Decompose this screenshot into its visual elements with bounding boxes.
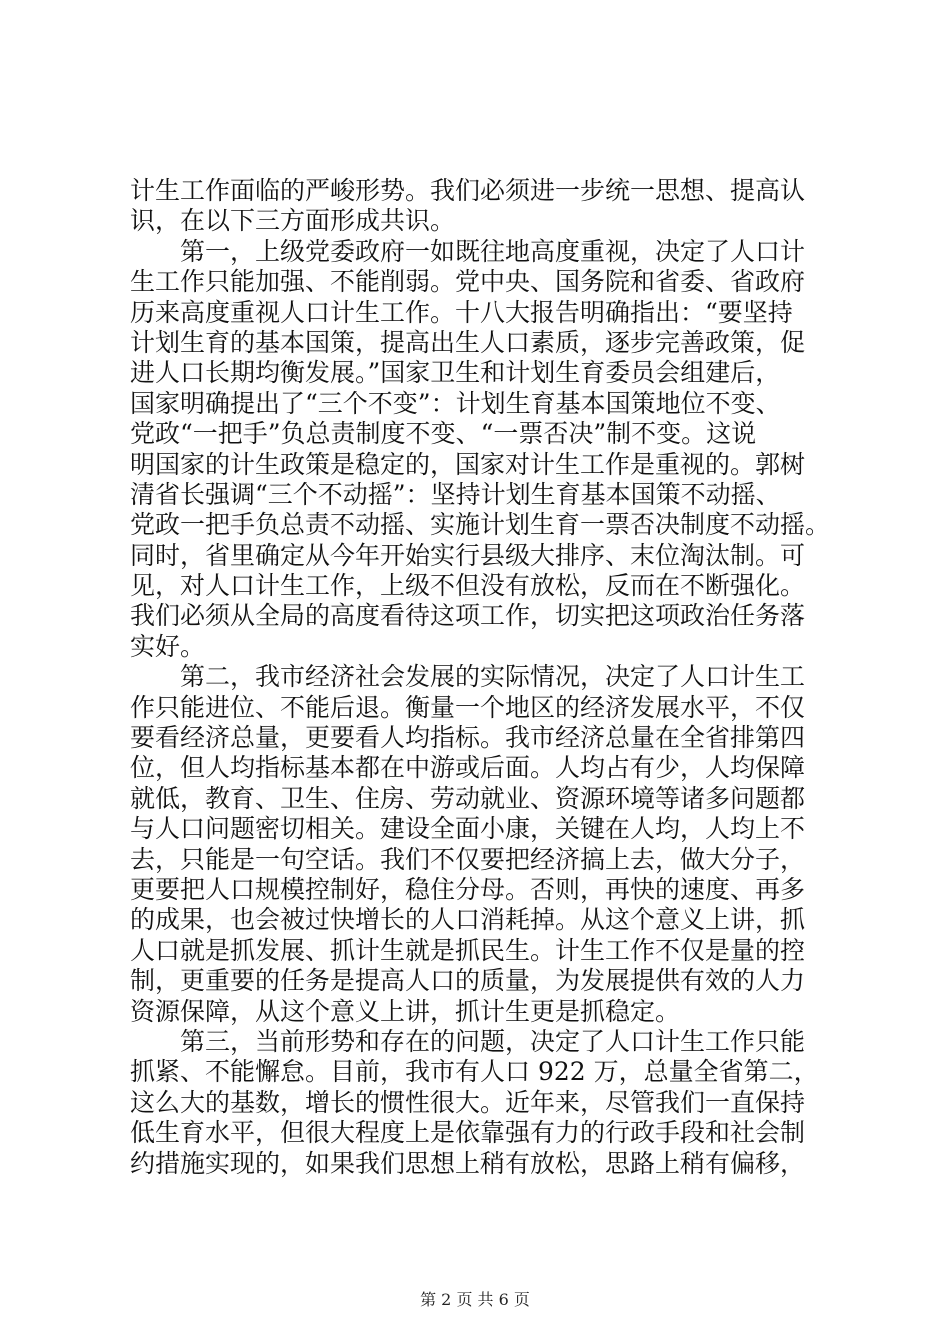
text-line: 计生工作面临的严峻形势。我们必须进一步统一思想、提高认 bbox=[130, 176, 806, 205]
text-line: 见，对人口计生工作，上级不但没有放松，反而在不断强化。 bbox=[130, 571, 806, 601]
body-text bbox=[130, 176, 830, 1179]
text-line: 的成果，也会被过快增长的人口消耗掉。从这个意义上讲，抓 bbox=[130, 905, 806, 935]
text-line: 同时，省里确定从今年开始实行县级大排序、末位淘汰制。可 bbox=[130, 540, 806, 570]
text-line: 低生育水平，但很大程度上是依靠强有力的行政手段和社会制 bbox=[130, 1118, 806, 1148]
text-line: 就低，教育、卫生、住房、劳动就业、资源环境等诸多问题都 bbox=[130, 783, 806, 813]
text-line: 制，更重要的任务是提高人口的质量，为发展提供有效的人力 bbox=[130, 966, 806, 996]
text-line: 我们必须从全局的高度看待这项工作，切实把这项政治任务落 bbox=[130, 601, 806, 631]
text-line: 与人口问题密切相关。建设全面小康，关键在人均，人均上不 bbox=[130, 814, 806, 844]
text-line: 实好。 bbox=[130, 631, 206, 661]
text-line: 这么大的基数，增长的惯性很大。近年来，尽管我们一直保持 bbox=[130, 1087, 806, 1117]
text-line: 计划生育的基本国策，提高出生人口素质，逐步完善政策，促 bbox=[130, 327, 806, 357]
text-line: 作只能进位、不能后退。衡量一个地区的经济发展水平，不仅 bbox=[130, 692, 806, 722]
text-line: 抓紧、不能懈怠。目前，我市有人口 922 万，总量全省第二， bbox=[130, 1057, 819, 1087]
text-line: 资源保障，从这个意义上讲，抓计生更是抓稳定。 bbox=[130, 996, 681, 1026]
text-line: 国家明确提出了“三个不变”：计划生育基本国策地位不变、 bbox=[130, 388, 781, 418]
text-line: 生工作只能加强、不能削弱。党中央、国务院和省委、省政府 bbox=[130, 267, 806, 297]
text-line: 位，但人均指标基本都在中游或后面。人均占有少，人均保障 bbox=[130, 753, 806, 783]
text-line: 历来高度重视人口计生工作。十八大报告明确指出：“要坚持 bbox=[130, 297, 793, 327]
text-line: 党政“一把手”负总责制度不变、“一票否决”制不变。这说 bbox=[130, 419, 757, 449]
text-line: 清省长强调“三个不动摇”：坚持计划生育基本国策不动摇、 bbox=[130, 479, 781, 509]
text-line: 明国家的计生政策是稳定的，国家对计生工作是重视的。郭树 bbox=[130, 449, 806, 479]
text-line: 人口就是抓发展、抓计生就是抓民生。计生工作不仅是量的控 bbox=[130, 935, 806, 965]
text-line: 约措施实现的，如果我们思想上稍有放松，思路上稍有偏移， bbox=[130, 1148, 806, 1178]
text-line: 第一，上级党委政府一如既往地高度重视，决定了人口计 bbox=[130, 236, 806, 266]
text-line: 党政一把手负总责不动摇、实施计划生育一票否决制度不动摇。 bbox=[130, 510, 831, 540]
text-line: 去，只能是一句空话。我们不仅要把经济搞上去，做大分子， bbox=[130, 844, 806, 874]
text-line: 识，在以下三方面形成共识。 bbox=[130, 206, 456, 236]
text-line: 第三，当前形势和存在的问题，决定了人口计生工作只能 bbox=[130, 1026, 806, 1056]
page-footer bbox=[0, 1290, 950, 1310]
page-number: 第 2 页 共 6 页 bbox=[420, 1290, 530, 1309]
text-line: 第二，我市经济社会发展的实际情况，决定了人口计生工 bbox=[130, 662, 806, 692]
text-line: 要看经济总量，更要看人均指标。我市经济总量在全省排第四 bbox=[130, 723, 806, 753]
text-line: 更要把人口规模控制好，稳住分母。否则，再快的速度、再多 bbox=[130, 874, 806, 904]
text-line: 进人口长期均衡发展。”国家卫生和计划生育委员会组建后， bbox=[130, 358, 781, 388]
